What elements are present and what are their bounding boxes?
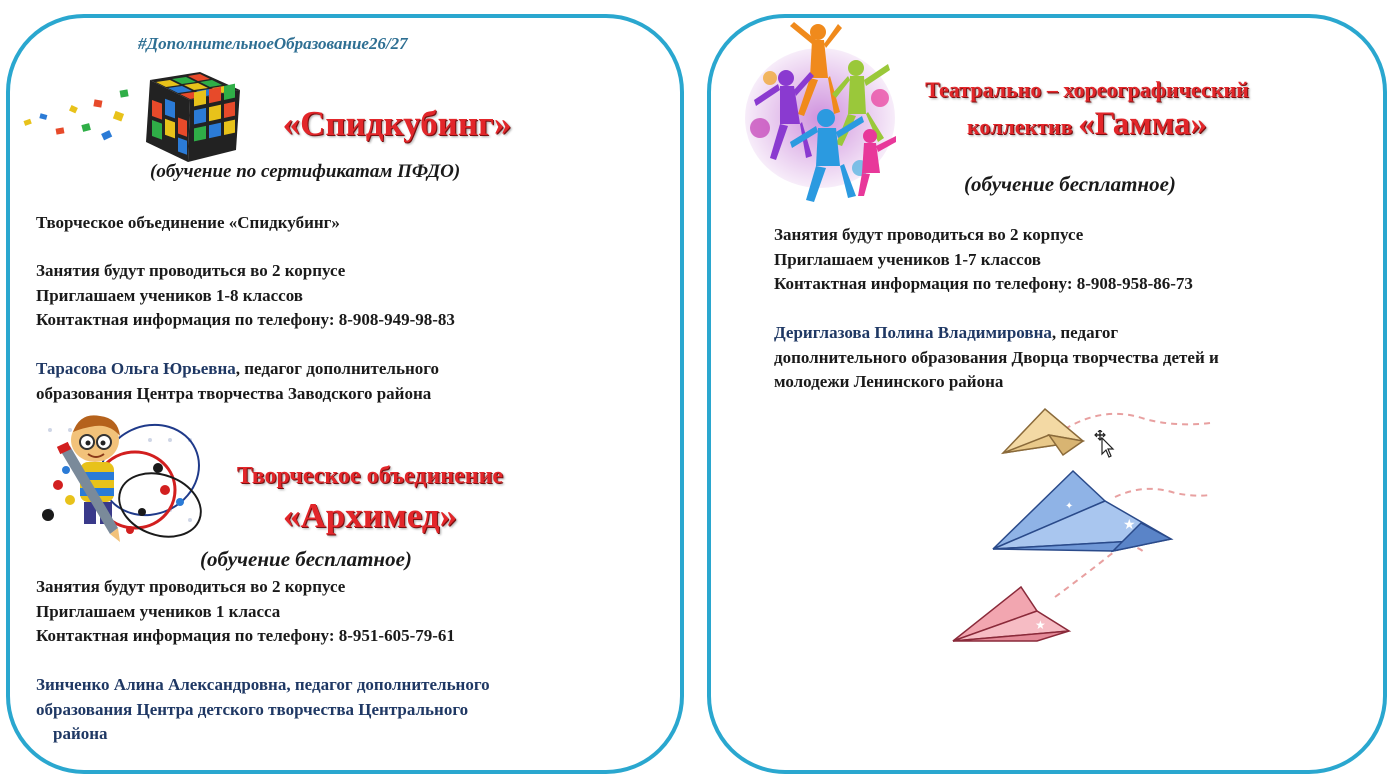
svg-text:★: ★ — [1123, 517, 1136, 533]
archimed-title-line1: Творческое объединение — [236, 463, 504, 489]
info-line: Приглашаем учеников 1 класса — [36, 601, 281, 621]
teacher-line: района — [36, 724, 108, 743]
archimed-illustration — [40, 410, 205, 550]
speedcubing-info — [36, 259, 455, 333]
teacher-line: образования Центра детского творчества Центрального — [36, 699, 469, 719]
info-line: Контактная информация по телефону: 8-951-605-79-61 — [36, 626, 455, 645]
info-line: Контактная информация по телефону: 8-908-949-98-83 — [36, 310, 455, 329]
gamma-title-line2 — [905, 106, 1269, 143]
speedcubing-title: «Спидкубинг» — [282, 104, 512, 143]
gamma-subtitle: (обучение бесплатное) — [964, 172, 1176, 196]
gamma-title-prefix: коллектив — [967, 114, 1079, 139]
teacher-org: дополнительного образования Дворца творчества детей и — [774, 347, 1219, 367]
speedcubing-association: Творческое объединение «Спидкубинг» — [36, 213, 340, 232]
info-line: Приглашаем учеников 1-7 классов — [774, 249, 1041, 269]
gamma-title-name: «Гамма» — [1078, 106, 1207, 142]
speedcubing-subtitle: (обучение по сертификатам ПФДО) — [150, 161, 461, 182]
paper-airplanes-illustration — [945, 405, 1220, 650]
teacher-line: Зинченко Алина Александровна, педагог дополнительного — [36, 675, 490, 694]
teacher-org: молодежи Ленинского района — [774, 372, 1004, 391]
archimed-teacher — [36, 673, 490, 747]
archimed-title-line2: «Архимед» — [282, 496, 458, 535]
dancers-illustration — [740, 18, 900, 203]
teacher-role: , педагог — [1051, 323, 1119, 342]
teacher-name: Тарасова Ольга Юрьевна — [36, 359, 236, 378]
info-line: Занятия будут проводиться во 2 корпусе — [36, 577, 346, 596]
gamma-teacher — [774, 321, 1219, 395]
archimed-subtitle: (обучение бесплатное) — [200, 547, 412, 571]
gamma-title-line1: Театрально – хореографический — [925, 77, 1249, 102]
rubik-cube-illustration — [22, 70, 242, 166]
hashtag: #ДополнительноеОбразование26/27 — [138, 34, 408, 53]
teacher-name: Дериглазова Полина Владимировна — [774, 323, 1052, 342]
teacher-org: образования Центра творчества Заводского района — [36, 383, 432, 403]
svg-text:★: ★ — [1035, 618, 1046, 632]
info-line: Занятия будут проводиться во 2 корпусе — [774, 225, 1084, 244]
teacher-role: , педагог дополнительного — [235, 359, 440, 378]
move-cursor-icon — [1094, 430, 1116, 458]
info-line: Занятия будут проводиться во 2 корпусе — [36, 261, 346, 280]
info-line: Контактная информация по телефону: 8-908-958-86-73 — [774, 274, 1193, 293]
speedcubing-teacher — [36, 357, 439, 406]
archimed-info — [36, 575, 455, 649]
svg-text:✦: ✦ — [1065, 501, 1074, 512]
gamma-info — [774, 223, 1193, 297]
info-line: Приглашаем учеников 1-8 классов — [36, 285, 303, 305]
